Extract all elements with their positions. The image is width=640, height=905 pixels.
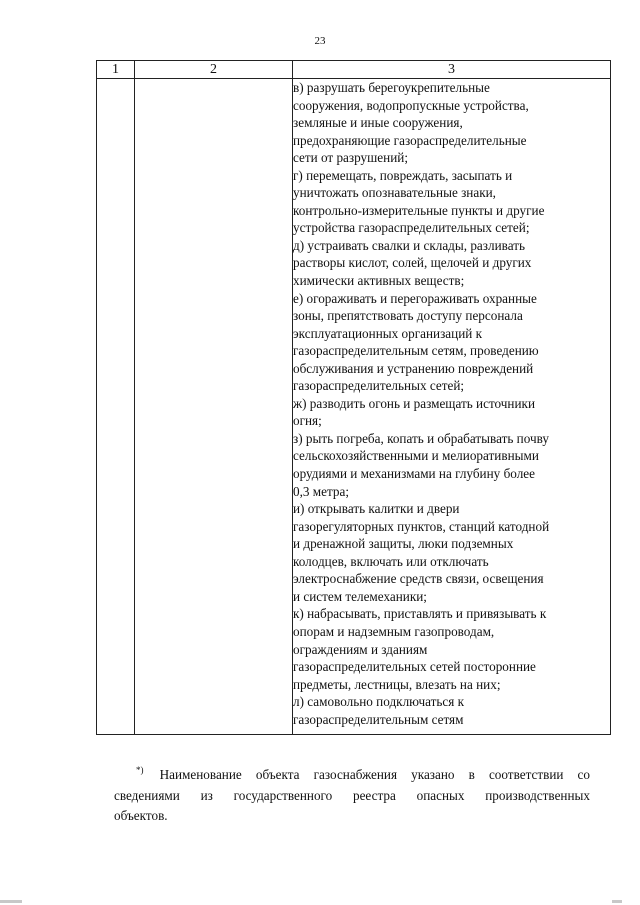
text-line: предохраняющие газораспределительные [293,132,527,148]
text-line: ограждениям и зданиям [293,641,428,657]
text-line: зоны, препятствовать доступу персонала [293,308,523,324]
text-line: контрольно-измерительные пункты и другие [293,202,545,218]
text-line: 0,3 метра; [293,483,350,499]
text-line: растворы кислот, солей, щелочей и других [293,255,532,271]
text-line: сельскохозяйственными и мелиоративными [293,448,539,464]
text-line: химически активных веществ; [293,273,465,289]
scan-artifact [612,900,622,903]
column-header-3: 3 [293,61,611,79]
text-line: и систем телемеханики; [293,588,427,604]
text-line: и дренажной защиты, люки подземных [293,536,514,552]
text-line: колодцев, включать или отключать [293,553,489,569]
page-number: 23 [314,35,326,47]
text-line: электроснабжение средств связи, освещения [293,571,544,587]
footnote-text: Наименование объекта газоснабжения указано в соответствии со [159,767,591,782]
document-table [96,60,611,735]
text-line: предметы, лестницы, влезать на них; [293,676,501,692]
text-line: уничтожать опознавательные знаки, [293,185,496,201]
column-3-cell [293,79,611,735]
text-line: газораспределительным сетям [293,711,464,727]
column-header-1: 1 [97,61,135,79]
text-line: з) рыть погреба, копать и обрабатывать почву [293,430,549,446]
text-line: обслуживания и устранению повреждений [293,360,534,376]
footnote-marker: *) [136,765,144,775]
text-line: сети от разрушений; [293,150,408,166]
column-header-2: 2 [135,61,293,79]
text-line: опорам и надземным газопроводам, [293,623,495,639]
text-line: огня; [293,413,322,429]
column-1-cell [97,79,135,735]
column-2-cell [135,79,293,735]
text-line: эксплуатационных организаций к [293,325,483,341]
table-header-row [97,61,611,79]
text-line: газорегуляторных пунктов, станций катодной [293,518,550,534]
text-line: ж) разводить огонь и размещать источники [293,395,536,411]
text-line: орудиями и механизмами на глубину более [293,466,535,482]
text-line: сооружения, водопропускные устройства, [293,97,529,113]
text-line: в) разрушать берегоукрепительные [293,80,490,95]
footnote-line: сведениями из государственного реестра опасных производственных [114,787,590,803]
table-row [97,79,611,735]
text-line: газораспределительных сетей; [293,378,465,394]
footnote-line [114,760,590,786]
footnote-line: объектов. [114,808,168,823]
text-line: д) устраивать свалки и склады, разливать [293,237,525,253]
text-line: г) перемещать, повреждать, засыпать и [293,167,513,183]
text-line: к) набрасывать, приставлять и привязывать к [293,606,547,622]
text-line: газораспределительных сетей посторонние [293,659,536,675]
footnote [114,760,590,827]
text-line: л) самовольно подключаться к [293,694,465,710]
text-line: устройства газораспределительных сетей; [293,220,530,236]
scan-artifact [0,900,22,903]
text-line: е) огораживать и перегораживать охранные [293,290,537,306]
text-line: и) открывать калитки и двери [293,501,460,517]
text-line: земляные и иные сооружения, [293,115,463,131]
text-line: газораспределительным сетям, проведению [293,343,539,359]
